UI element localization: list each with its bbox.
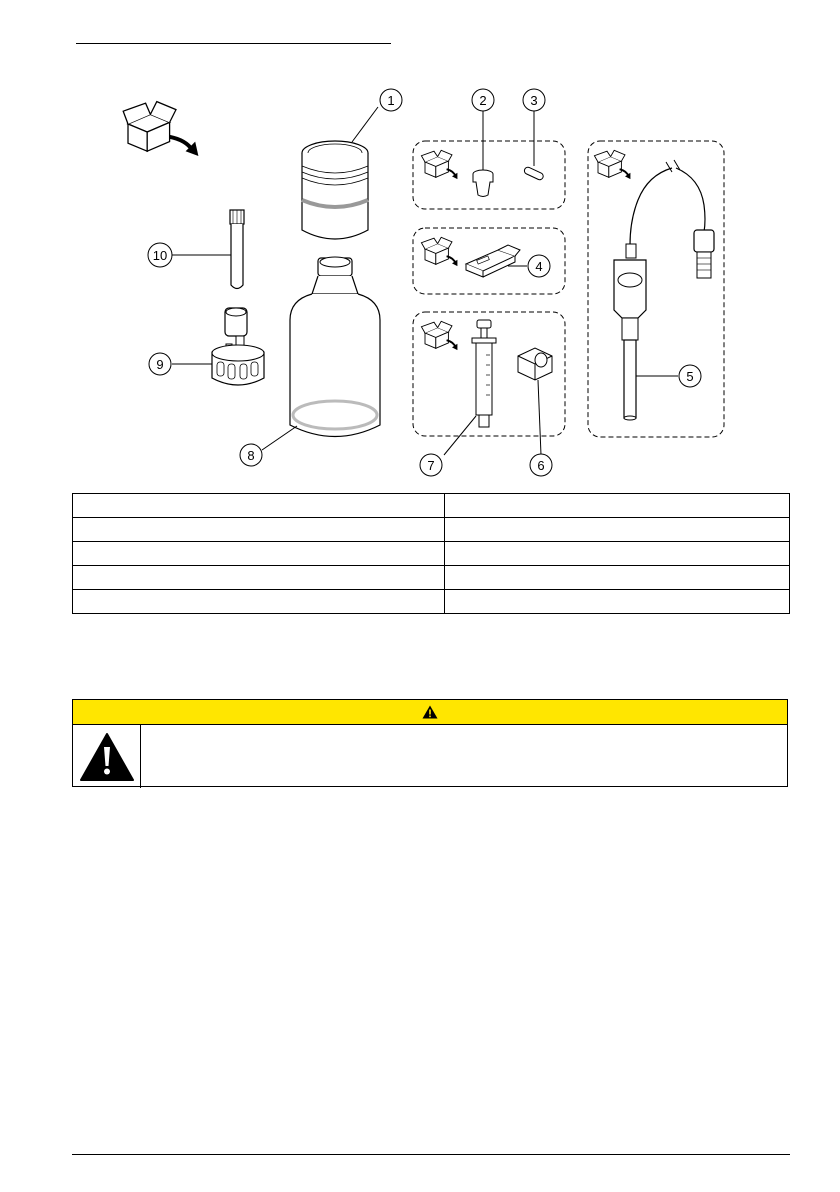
svg-text:1: 1 — [387, 93, 395, 108]
svg-text:3: 3 — [530, 93, 538, 108]
callout-1 — [380, 89, 402, 111]
probe-clip — [518, 348, 552, 455]
table-row — [73, 590, 790, 614]
table-cell — [444, 542, 790, 566]
footer-rule — [72, 1154, 790, 1155]
svg-text:8: 8 — [247, 448, 255, 463]
svg-text:6: 6 — [537, 458, 545, 473]
table-row — [73, 518, 790, 542]
parts-table — [72, 493, 790, 614]
table-cell — [73, 566, 445, 590]
warning-triangle-icon — [422, 705, 438, 719]
components-figure — [0, 0, 840, 480]
small-cup — [473, 108, 493, 197]
warning-header — [73, 700, 787, 725]
svg-text:9: 9 — [156, 357, 164, 372]
table-cell — [73, 590, 445, 614]
callout-6 — [530, 454, 552, 476]
table-row — [73, 494, 790, 518]
callout-9 — [149, 353, 171, 375]
callout-4 — [528, 255, 550, 277]
table-cell — [73, 518, 445, 542]
callout-8 — [240, 444, 262, 466]
usb-stick — [466, 245, 527, 277]
svg-text:2: 2 — [479, 93, 487, 108]
unpack-icon-group-6-7 — [421, 321, 457, 350]
sample-tube — [172, 210, 244, 289]
table-cell — [444, 590, 790, 614]
callout-3 — [523, 89, 545, 111]
stir-bar — [523, 108, 544, 181]
syringe — [444, 320, 496, 455]
unpack-icon-group-4 — [421, 237, 457, 266]
table-cell — [444, 494, 790, 518]
callout-7 — [420, 454, 442, 476]
callout-10 — [148, 243, 172, 267]
jar-cap — [302, 107, 378, 239]
warning-box — [72, 699, 788, 787]
svg-text:7: 7 — [427, 458, 435, 473]
warning-text — [141, 725, 787, 788]
svg-text:5: 5 — [686, 369, 694, 384]
warning-symbol-cell — [73, 725, 141, 788]
svg-text:10: 10 — [152, 248, 168, 263]
table-row — [73, 566, 790, 590]
unpack-icon-group-2-3 — [421, 150, 457, 179]
table-row — [73, 542, 790, 566]
unpack-icon-group-5 — [594, 150, 630, 179]
table-cell — [444, 518, 790, 542]
callout-5 — [679, 365, 701, 387]
kit-group-5 — [588, 141, 724, 437]
bottle-cap-assembly — [172, 308, 264, 385]
table-cell — [73, 542, 445, 566]
table-cell — [444, 566, 790, 590]
callout-2 — [472, 89, 494, 111]
table-cell — [73, 494, 445, 518]
warning-body — [73, 725, 787, 788]
general-hazard-icon — [79, 732, 135, 782]
unpack-box-icon — [123, 102, 198, 156]
sample-bottle — [262, 257, 380, 450]
svg-text:4: 4 — [535, 259, 543, 274]
